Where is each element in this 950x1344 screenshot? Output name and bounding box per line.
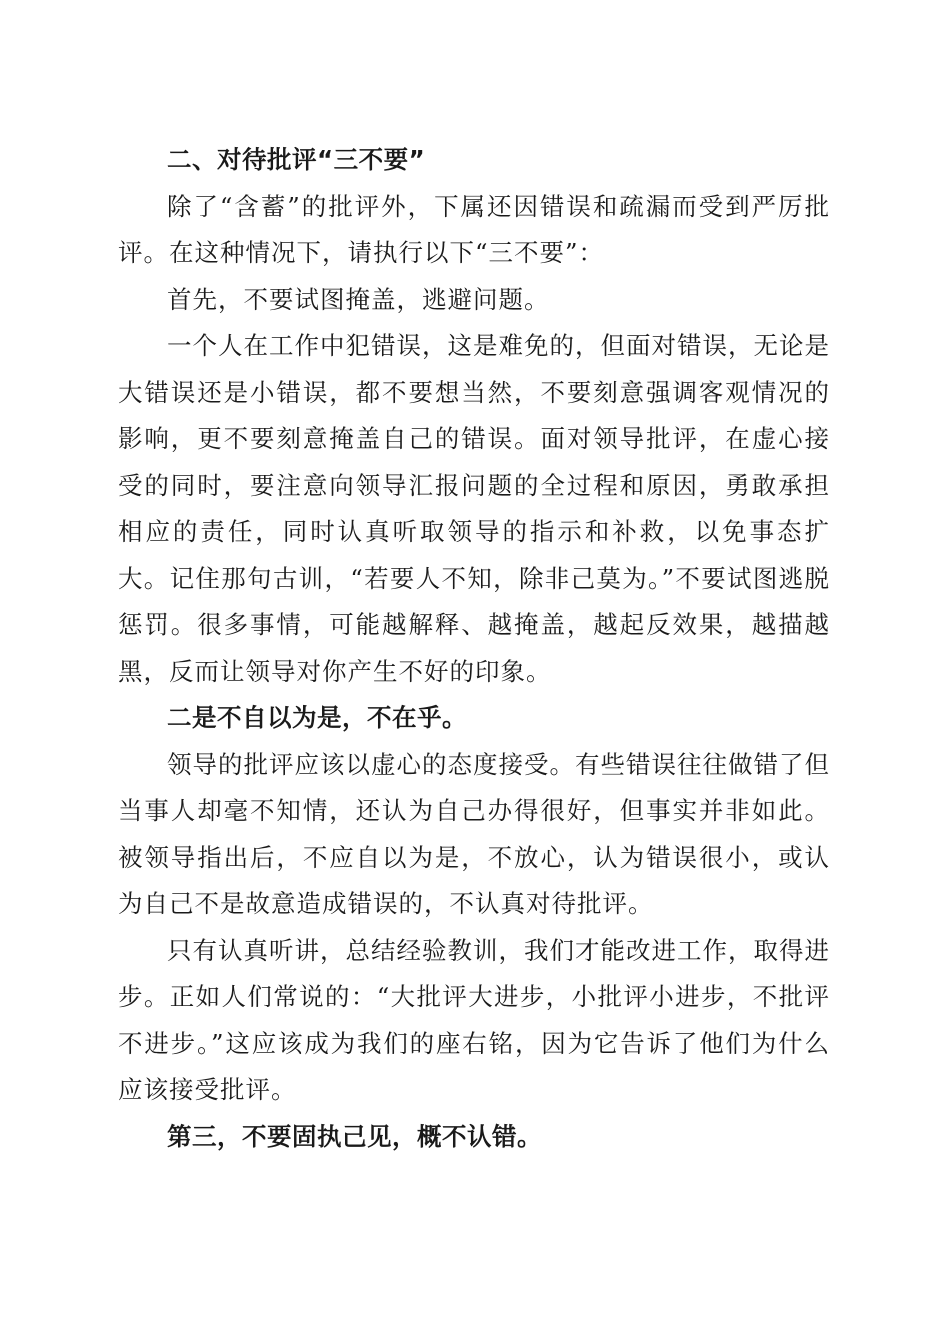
paragraph-point-one-title: 首先，不要试图掩盖，逃避问题。 xyxy=(167,284,550,314)
paragraph-point-two-title: 二是不自以为是，不在乎。 xyxy=(167,703,467,732)
paragraph-point-two-conclusion: 只有认真听讲，总结经验教训，我们才能改进工作，取得进步。正如人们常说的：“大批评大进步，小批评小进步，不批评不进步。”这应该成为我们的座右铭，因为它告诉了他们为什么应该接受批评。 xyxy=(118,935,830,1104)
paragraph-point-one-body: 一个人在工作中犯错误，这是难免的，但面对错误，无论是大错误还是小错误，都不要想当然，不要刻意强调客观情况的影响，更不要刻意掩盖自己的错误。面对领导批评，在虚心接受的同时，要注意向领导汇报问题的全过程和原因，勇敢承担相应的责任，同时认真听取领导的指示和补救，以免事态扩大。记住那句古训，“若要人不知，除非己莫为。”不要试图逃脱惩罚。很多事情，可能越解释、越掩盖，越起反效果，越描越黑，反而让领导对你产生不好的印象。 xyxy=(118,331,830,686)
paragraph-point-three-title: 第三，不要固执己见，概不认错。 xyxy=(167,1121,542,1151)
paragraph-intro: 除了“含蓄”的批评外，下属还因错误和疏漏而受到严厉批评。在这种情况下，请执行以下“三不要”： xyxy=(118,191,830,267)
paragraph-point-two-body: 领导的批评应该以虚心的态度接受。有些错误往往做错了但当事人却毫不知情，还认为自己办得很好，但事实并非如此。被领导指出后，不应自以为是，不放心，认为错误很小，或认为自己不是故意造成错误的，不认真对待批评。 xyxy=(118,749,830,918)
document-page xyxy=(118,137,830,1160)
section-heading: 二、对待批评“三不要” xyxy=(167,145,426,174)
